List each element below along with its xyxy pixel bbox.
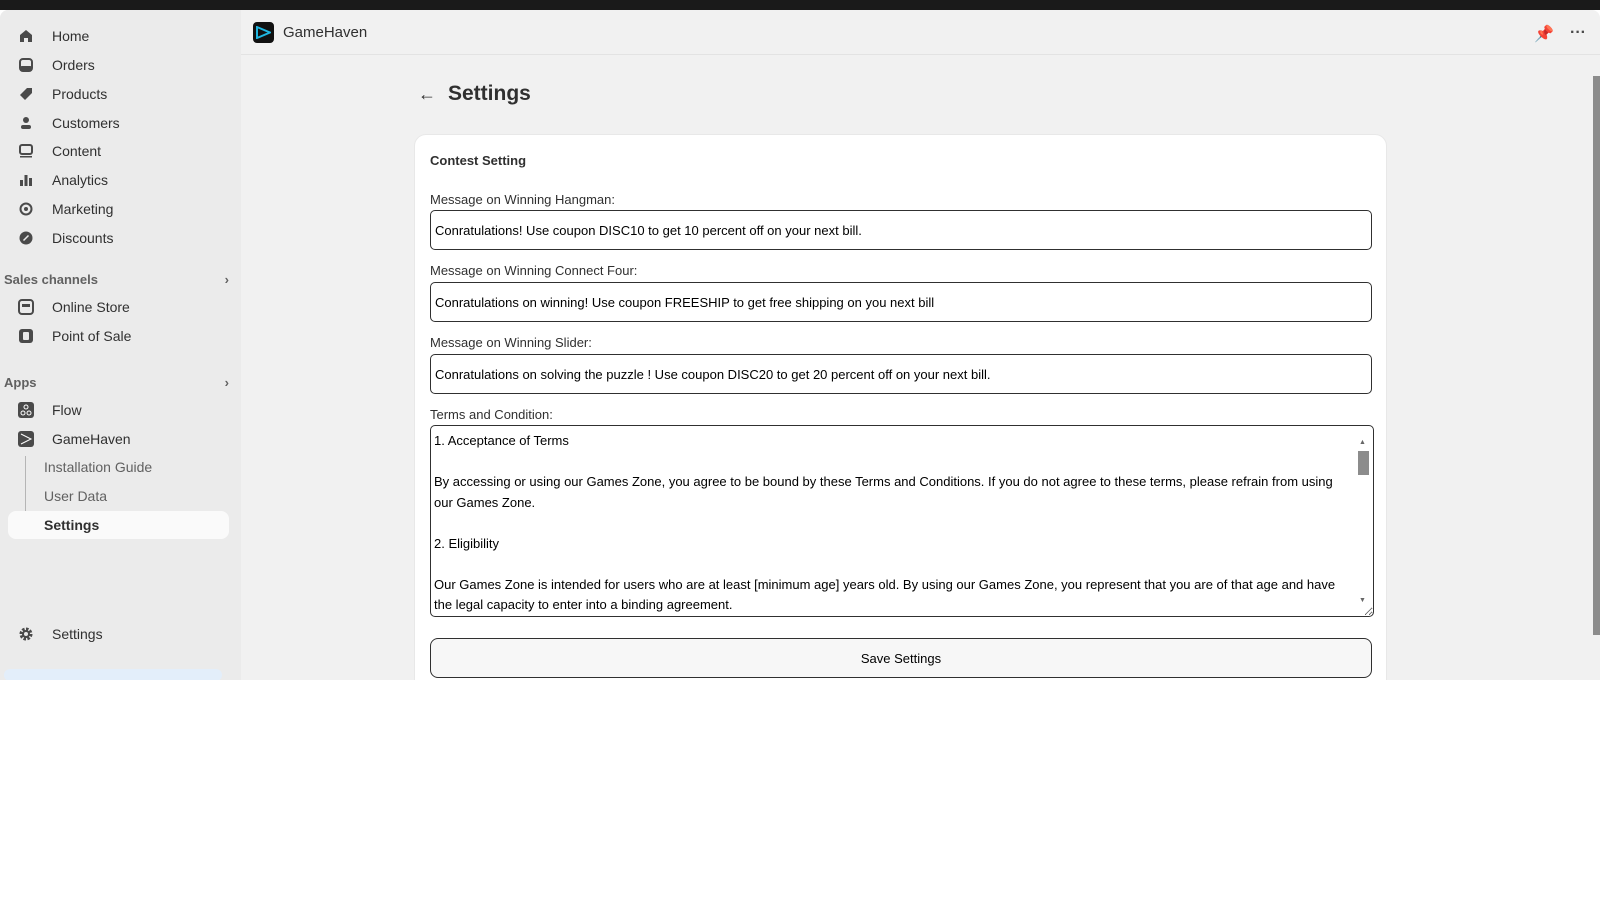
sidebar-item-products[interactable] [8,80,229,108]
sidebar-item-label: Settings [44,517,100,533]
pos-icon [18,328,34,344]
sidebar-item-customers[interactable] [8,109,229,137]
app-window [0,10,1600,680]
section-title: Apps [4,375,37,390]
gamehaven-logo [253,22,274,43]
save-settings-button[interactable]: Save Settings [430,638,1372,678]
sidebar-item-analytics[interactable] [8,166,229,194]
page-scrollbar[interactable] [1592,60,1600,635]
target-icon [18,201,34,217]
sidebar-item-installation-guide[interactable] [8,453,229,481]
more-icon[interactable]: ··· [1570,24,1586,41]
tag-icon [18,86,34,102]
sidebar-item-label: Customers [52,115,120,131]
terms-textarea[interactable] [430,425,1374,617]
chevron-right-icon[interactable]: › [224,375,229,390]
connect-four-label: Message on Winning Connect Four: [430,263,638,278]
store-icon [18,299,34,315]
image-icon [18,143,34,159]
sidebar-item-label: Analytics [52,172,109,188]
sidebar-item-label: User Data [44,488,108,504]
sidebar-bottom-panel [4,669,222,680]
sidebar-item-content[interactable] [8,137,229,165]
sidebar-item-label: Content [52,143,102,159]
slider-label: Message on Winning Slider: [430,335,592,350]
sidebar-item-marketing[interactable] [8,195,229,223]
sidebar-item-label: Settings [52,626,103,642]
sidebar-item-discounts[interactable] [8,224,229,252]
home-icon [18,28,34,44]
contest-settings-card [414,134,1387,680]
sidebar-item-settings[interactable] [8,620,229,648]
inbox-icon [18,57,34,73]
sidebar-item-label: Flow [52,402,82,418]
sidebar-item-online-store[interactable] [8,293,229,321]
page-title [418,82,531,106]
sidebar-item-label: Products [52,86,108,102]
sidebar-item-orders[interactable] [8,51,229,79]
app-header [241,10,1600,55]
sidebar-item-label: Point of Sale [52,328,132,344]
card-title: Contest Setting [430,153,527,168]
top-bar [0,0,1600,10]
back-arrow-icon[interactable]: ← [418,83,436,104]
apps-section[interactable] [4,375,229,390]
sidebar-item-gamehaven[interactable] [8,425,229,453]
gamehaven-icon [18,431,34,447]
sidebar-item-label: Installation Guide [44,459,153,475]
terms-scrollbar[interactable]: ▲ ▼ [1357,437,1369,617]
sidebar-item-label: Home [52,28,90,44]
person-icon [18,115,34,131]
hangman-label: Message on Winning Hangman: [430,192,615,207]
sidebar-item-label: Marketing [52,201,114,217]
sidebar-item-settings-sub[interactable] [8,511,229,539]
section-title: Sales channels [4,272,98,287]
app-title: GameHaven [283,23,368,41]
chevron-right-icon[interactable]: › [224,272,229,287]
discount-icon [18,230,34,246]
sidebar-item-label: Orders [52,57,95,73]
terms-label: Terms and Condition: [430,407,553,422]
sidebar-item-point-of-sale[interactable] [8,322,229,350]
page-title-text: Settings [448,82,531,105]
sidebar-item-flow[interactable] [8,396,229,424]
sidebar [0,10,241,680]
sidebar-item-home[interactable] [8,22,229,50]
sidebar-item-label: Discounts [52,230,114,246]
slider-message-input[interactable] [430,354,1372,394]
sales-channels-section[interactable] [4,272,229,287]
pin-icon[interactable]: 📌 [1534,26,1555,43]
hangman-message-input[interactable] [430,210,1372,250]
gear-icon [18,626,34,642]
bar-chart-icon [18,172,34,188]
sidebar-item-label: Online Store [52,299,130,315]
sidebar-item-user-data[interactable] [8,482,229,510]
flow-icon [18,402,34,418]
sidebar-item-label: GameHaven [52,431,131,447]
connect-four-message-input[interactable] [430,282,1372,322]
